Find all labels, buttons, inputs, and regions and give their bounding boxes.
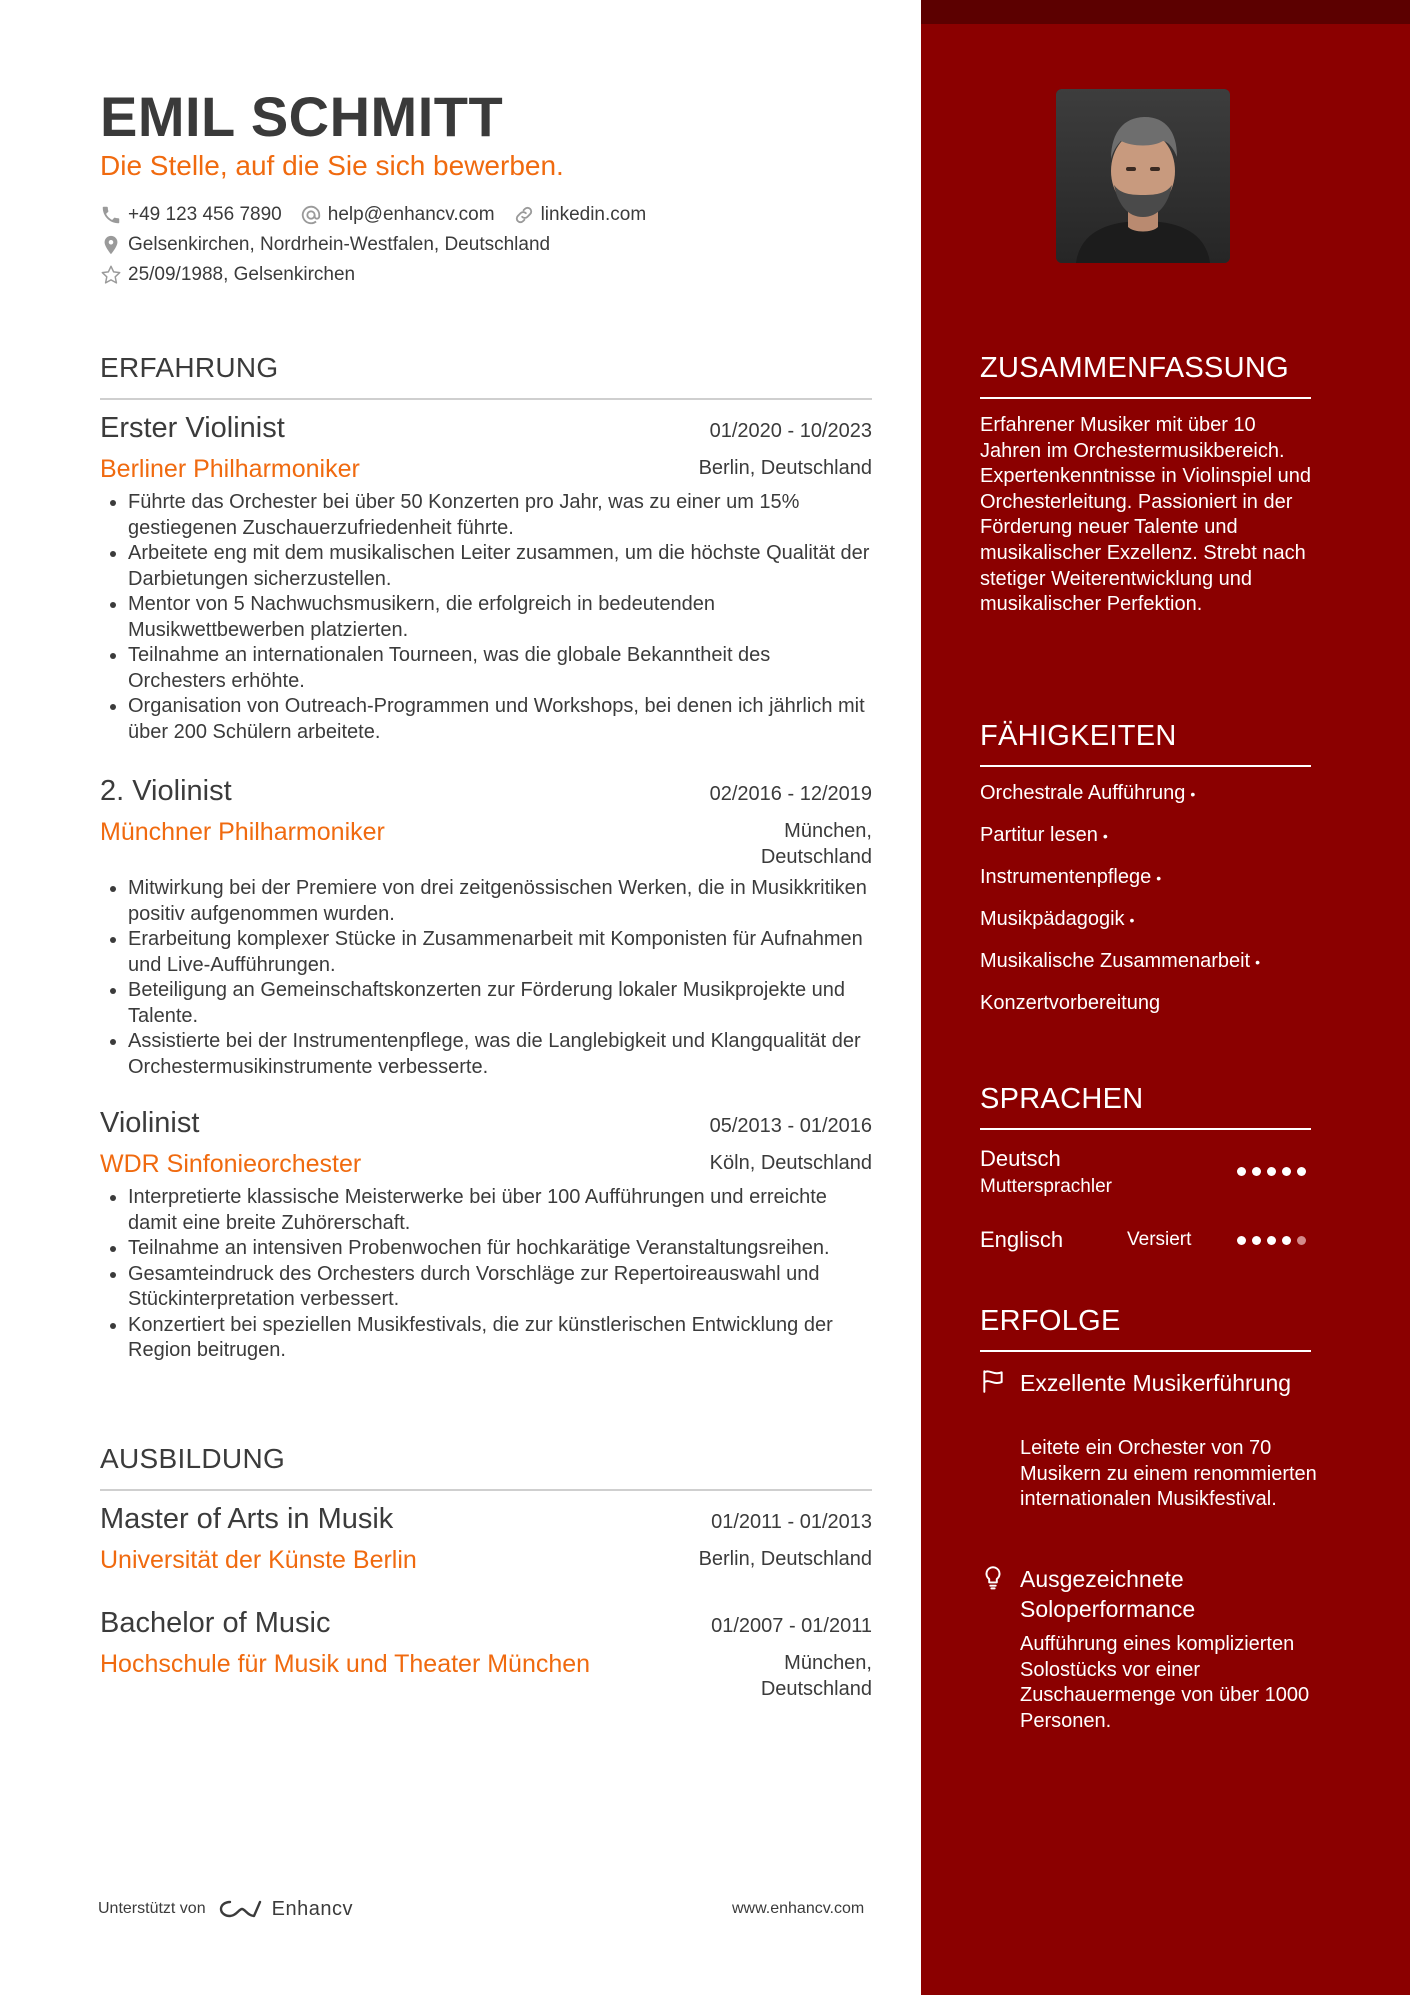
job-bullet: • Konzertiert bei speziellen Musikfestivals, die zur künstlerischen Entwicklung der Region beitrugen. [128,1313,872,1364]
phone-icon [100,204,122,226]
skill-separator: • [1255,954,1261,970]
job-date: 05/2013 - 01/2016 [709,1115,872,1137]
rating-dot [1237,1167,1246,1176]
achievement-desc: Leitete ein Orchester von 70 Musikern zu einem renommierten internationalen Musikfestival. [1020,1437,1317,1511]
linkedin-contact[interactable] [513,204,647,226]
school-name: Hochschule für Musik und Theater München [100,1650,591,1678]
rating-dot [1297,1236,1306,1245]
job-tagline: Die Stelle, auf die Sie sich bewerben. [100,150,564,181]
school-location-line: München, [784,1652,872,1674]
skill-label: Instrumentenpflege [980,866,1152,888]
footer-url[interactable]: www.enhancv.com [732,1900,865,1917]
job-location [761,818,872,870]
job-bullet: • Organisation von Outreach-Programmen und Workshops, bei denen ich jährlich mit über 200 Schülern arbeitete. [128,694,872,745]
skill-label: Orchestrale Aufführung [980,782,1186,804]
job-bullet: • Interpretierte klassische Meisterwerke bei über 100 Aufführungen und erreichte damit eine breite Zuhörerschaft. [128,1185,872,1236]
phone-contact[interactable] [100,204,282,226]
achievement-title: Exzellente Musikerführung [1020,1370,1292,1396]
job-location: Köln, Deutschland [709,1152,872,1174]
school-location-line: Deutschland [760,1678,872,1700]
job-bullet: • Beteiligung an Gemeinschaftskonzerten zur Förderung lokaler Musikprojekte und Talente. [128,978,872,1029]
rating-dot [1237,1236,1246,1245]
location-contact [100,234,550,256]
job-entry [100,1107,872,1364]
job-location-line: Deutschland [760,846,872,868]
contact-row-birth [100,264,373,286]
powered-by-label: Unterstützt von [98,1900,206,1917]
skill-separator: • [1129,912,1135,928]
achievement-title: Ausgezeichnete Soloperformance [1020,1566,1196,1622]
skill-label: Musikalische Zusammenarbeit [980,950,1251,972]
avatar-portrait-icon [1056,89,1230,263]
sidebar-top-band [921,0,1410,24]
job-bullet: • Führte das Orchester bei über 50 Konzerten pro Jahr, was zu einer um 15% gestiegenen Zuschauerzufriedenheit führte. [128,490,872,541]
skill-label: Partitur lesen [980,824,1098,846]
rating-dot [1282,1236,1291,1245]
job-location-line: München, [784,820,872,842]
lightbulb-icon [980,1564,1006,1590]
skill-item [980,908,1134,931]
school-location [761,1650,872,1702]
linkedin-text: linkedin.com [540,204,647,225]
summary-section-title: ZUSAMMENFASSUNG [980,352,1311,399]
job-entry [100,775,872,1080]
candidate-name: EMIL SCHMITT [100,85,504,148]
job-title: 2. Violinist [100,775,232,807]
skill-label: Konzertvorbereitung [980,992,1161,1014]
skill-item [980,824,1108,847]
skill-label: Musikpädagogik [980,908,1125,930]
job-company: WDR Sinfonieorchester [100,1150,362,1178]
language-level: Versiert [1127,1229,1192,1250]
birth-contact [100,264,355,286]
location-pin-icon [100,234,122,256]
brand-name: Enhancv [271,1897,353,1920]
footer-branding [98,1896,353,1922]
education-entry [100,1607,872,1702]
job-bullet: • Arbeitete eng mit dem musikalischen Leiter zusammen, um die höchste Qualität der Darbietungen sicherzustellen. [128,541,872,592]
languages-section-title: SPRACHEN [980,1083,1311,1130]
degree-title: Bachelor of Music [100,1607,331,1639]
skill-item [980,950,1260,973]
rating-dot [1282,1167,1291,1176]
skill-separator: • [1190,786,1196,802]
school-name: Universität der Künste Berlin [100,1546,417,1574]
skill-separator: • [1156,870,1162,886]
job-company: Münchner Philharmoniker [100,818,385,846]
at-icon [300,204,322,226]
language-name: Deutsch [980,1146,1061,1171]
job-bullets [100,490,872,745]
contact-row-primary [100,204,664,226]
job-bullets [100,1185,872,1364]
sidebar [921,0,1410,1995]
education-entry [100,1503,872,1575]
profile-photo [1056,89,1230,263]
job-date: 02/2016 - 12/2019 [709,783,872,805]
language-rating [1237,1167,1312,1176]
job-bullet: • Mentor von 5 Nachwuchsmusikern, die erfolgreich in bedeutenden Musikwettbewerben platzierten. [128,592,872,643]
contact-row-location [100,234,568,256]
achievements-section-title: ERFOLGE [980,1305,1311,1352]
job-bullet: • Erarbeitung komplexer Stücke in Zusammenarbeit mit Komponisten für Aufnahmen und Live-Aufführungen. [128,927,872,978]
achievement-desc: Aufführung eines komplizierten Solostücks vor einer Zuschauermenge von über 1000 Personen. [1020,1633,1310,1732]
school-location: Berlin, Deutschland [698,1548,872,1570]
degree-title: Master of Arts in Musik [100,1503,394,1535]
language-name: Englisch [980,1227,1064,1252]
email-text: help@enhancv.com [327,204,495,225]
phone-text: +49 123 456 7890 [128,204,282,225]
language-level: Muttersprachler [980,1176,1112,1197]
job-bullet: • Gesamteindruck des Orchesters durch Vorschläge zur Repertoireauswahl und Stückinterpretation verbessert. [128,1262,872,1313]
job-entry [100,412,872,745]
location-text: Gelsenkirchen, Nordrhein-Westfalen, Deutschland [128,234,551,255]
education-section-title: AUSBILDUNG [100,1443,872,1491]
job-bullets [100,876,872,1080]
enhancv-logo-icon [216,1896,266,1922]
skill-item [980,782,1195,805]
job-title: Erster Violinist [100,412,285,444]
rating-dot [1267,1236,1276,1245]
job-bullet: • Mitwirkung bei der Premiere von drei zeitgenössischen Werken, die in Musikkritiken positiv aufgenommen wurden. [128,876,872,927]
rating-dot [1267,1167,1276,1176]
education-date: 01/2011 - 01/2013 [711,1511,872,1533]
email-contact[interactable] [300,204,495,226]
flag-icon [980,1368,1006,1394]
skill-separator: • [1102,828,1108,844]
job-bullet: • Teilnahme an intensiven Probenwochen für hochkarätige Veranstaltungsreihen. [128,1236,872,1262]
rating-dot [1252,1236,1261,1245]
skills-section-title: FÄHIGKEITEN [980,720,1311,767]
skill-item [980,992,1160,1015]
birth-text: 25/09/1988, Gelsenkirchen [128,264,356,285]
job-bullet: • Teilnahme an internationalen Tourneen, was die globale Bekanntheit des Orchesters erhöhte. [128,643,872,694]
job-bullet: • Assistierte bei der Instrumentenpflege, was die Langlebigkeit und Klangqualität der Orchestermusikinstrumente verbesserte. [128,1029,872,1080]
education-date: 01/2007 - 01/2011 [711,1615,872,1637]
summary-text: Erfahrener Musiker mit über 10 Jahren im Orchestermusikbereich. Expertenkenntnisse in Violinspiel und Orchesterleitung. Passioniert in der Förderung neuer Talente und musikalischer Exzellenz. Strebt nach stetiger Weiterentwicklung und musikalischer Perfektion. [980,414,1311,616]
skill-item [980,866,1161,889]
job-company: Berliner Philharmoniker [100,455,360,483]
job-date: 01/2020 - 10/2023 [709,420,872,442]
language-rating [1237,1236,1312,1245]
job-location: Berlin, Deutschland [698,457,872,479]
link-icon [513,204,535,226]
rating-dot [1297,1167,1306,1176]
rating-dot [1252,1167,1261,1176]
job-title: Violinist [100,1107,200,1139]
star-icon [100,264,122,286]
experience-section-title: ERFAHRUNG [100,352,872,400]
